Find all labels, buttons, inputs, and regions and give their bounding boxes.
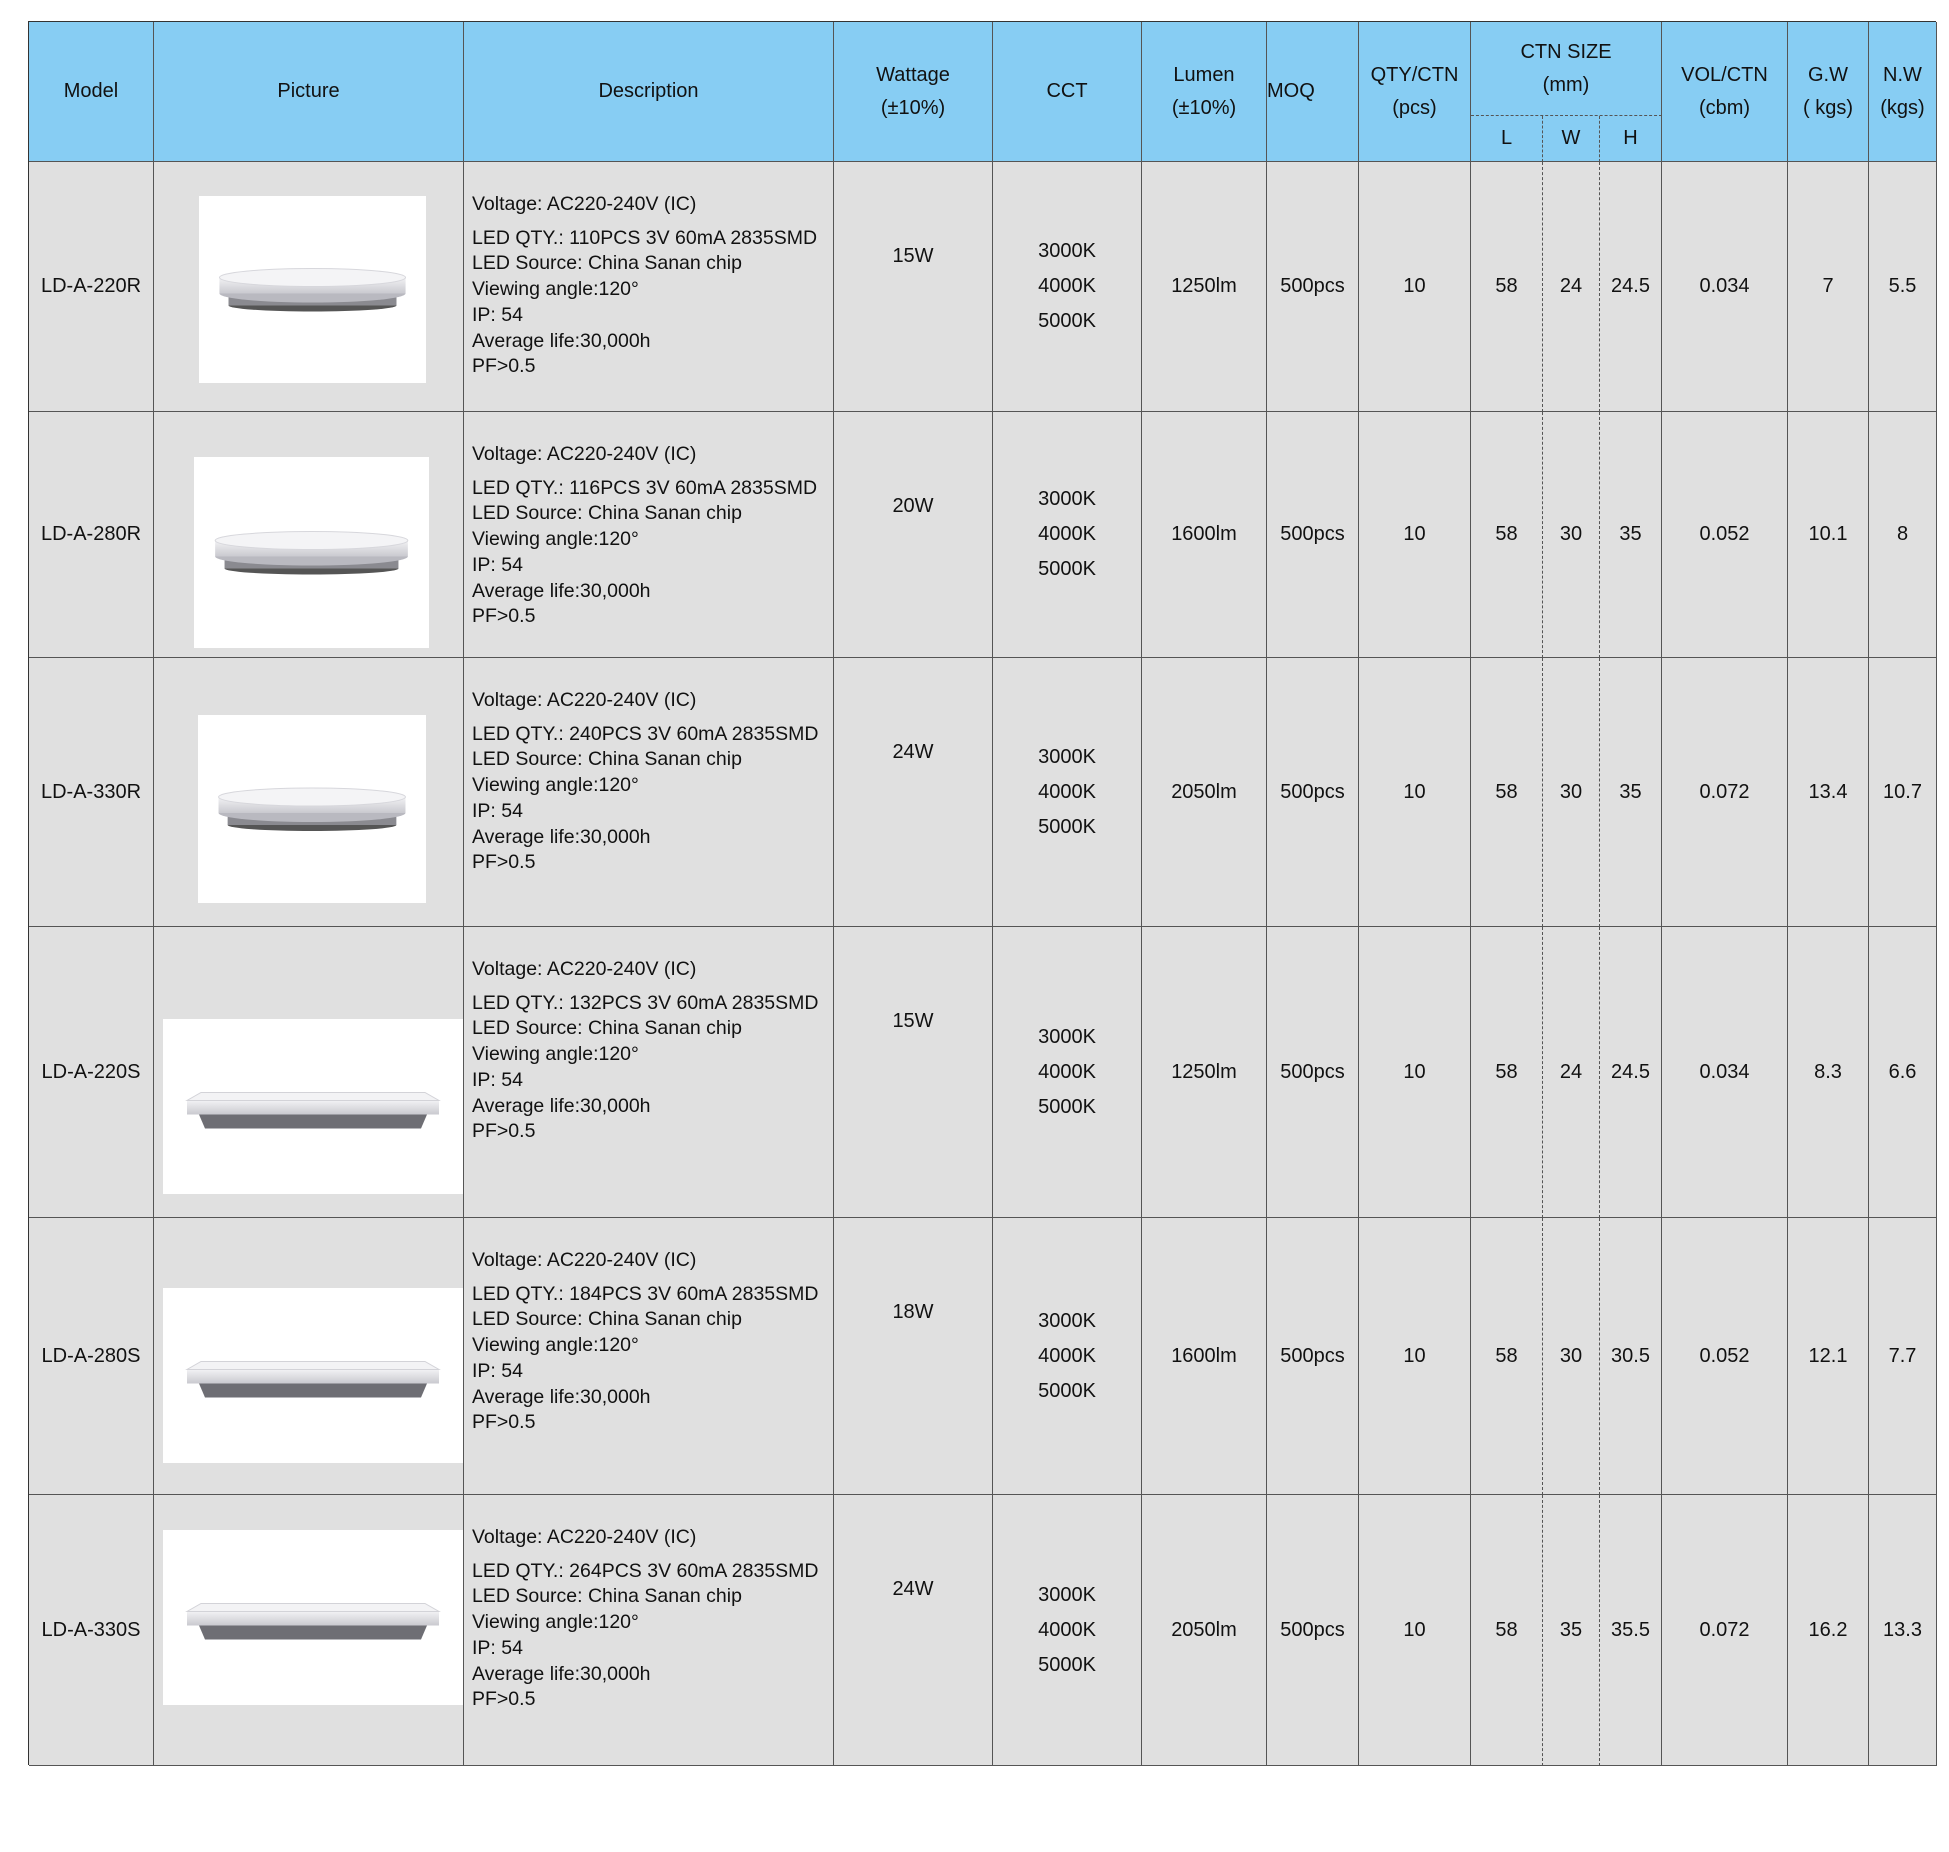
header-vol-ctn-unit: (cbm) xyxy=(1698,96,1751,119)
header-picture-text xyxy=(277,79,339,104)
round-ceiling-lamp-icon xyxy=(198,715,426,903)
square-ceiling-lamp-icon xyxy=(163,1019,463,1194)
description-line: LED Source: China Sanan chip xyxy=(472,1585,742,1608)
row-5-description xyxy=(464,1218,834,1495)
description-line: Viewing angle:120° xyxy=(472,774,639,797)
carton-length: 58 xyxy=(1495,275,1518,297)
carton-length: 58 xyxy=(1495,1060,1518,1083)
row-6-model xyxy=(29,1495,154,1766)
description-line: Average life:30,000h xyxy=(472,825,651,848)
description-line: LED Source: China Sanan chip xyxy=(472,1308,742,1331)
description-list xyxy=(472,957,819,1145)
row-5-carton-height xyxy=(1600,1218,1662,1495)
row-1-carton-height xyxy=(1600,162,1662,412)
row-1-cct xyxy=(993,162,1142,412)
header-ctn-size-unit: (mm) xyxy=(1542,73,1590,96)
row-1-model xyxy=(29,162,154,412)
row-2-qty-per-carton xyxy=(1359,412,1471,658)
description-line: LED QTY.: 132PCS 3V 60mA 2835SMD xyxy=(472,991,819,1014)
row-4-description xyxy=(464,927,834,1218)
description-line: Voltage: AC220-240V (IC) xyxy=(472,193,697,215)
row-6-lumen-value xyxy=(1142,1495,1267,1766)
header-ctn-size xyxy=(1471,22,1662,116)
carton-height: 35.5 xyxy=(1611,1618,1650,1641)
row-2-carton-width xyxy=(1543,412,1600,658)
description-line: Viewing angle:120° xyxy=(472,1043,639,1066)
row-3-cct xyxy=(993,658,1142,927)
lumen-value: 1250lm xyxy=(1171,275,1237,297)
row-5-lumen-value xyxy=(1142,1218,1267,1495)
row-6-cct xyxy=(993,1495,1142,1766)
header-description-text xyxy=(598,79,698,104)
description-line: Viewing angle:120° xyxy=(472,1611,639,1634)
qty-per-carton: 10 xyxy=(1403,275,1426,297)
header-description-label: Description xyxy=(598,80,699,102)
header-qty-ctn xyxy=(1359,22,1471,162)
header-net-weight-label: N.W xyxy=(1883,63,1922,86)
row-6-moq-value xyxy=(1267,1495,1359,1766)
header-wattage-label: Wattage xyxy=(876,63,950,86)
header-model-text xyxy=(64,79,118,104)
cct-value: 3000K xyxy=(1038,1309,1096,1332)
carton-volume: 0.072 xyxy=(1699,1618,1750,1641)
row-6-carton-width xyxy=(1543,1495,1600,1766)
row-6-carton-length xyxy=(1471,1495,1543,1766)
product-photo xyxy=(163,1019,463,1194)
product-photo xyxy=(198,715,426,903)
header-gross-weight-unit: ( kgs) xyxy=(1803,96,1853,119)
header-model-label: Model xyxy=(63,80,119,102)
lumen-value: 2050lm xyxy=(1171,780,1237,803)
wattage-value: 15W xyxy=(892,245,934,267)
row-5-cct xyxy=(993,1218,1142,1495)
row-2-cct xyxy=(993,412,1142,658)
lumen-value: 1600lm xyxy=(1171,1344,1237,1367)
row-5-model xyxy=(29,1218,154,1495)
gross-weight: 12.1 xyxy=(1808,1344,1848,1367)
row-4-net-weight xyxy=(1869,927,1937,1218)
header-lumen-text xyxy=(1172,63,1236,121)
cct-list xyxy=(1038,487,1096,582)
cct-value: 5000K xyxy=(1038,815,1096,838)
moq-value: 500pcs xyxy=(1280,275,1345,297)
model-code: LD-A-220S xyxy=(41,1060,141,1083)
cct-value: 4000K xyxy=(1038,1344,1096,1367)
description-line: LED QTY.: 184PCS 3V 60mA 2835SMD xyxy=(472,1282,819,1305)
row-3-model xyxy=(29,658,154,927)
description-line: PF>0.5 xyxy=(472,605,536,628)
qty-per-carton: 10 xyxy=(1403,1344,1426,1367)
header-qty-ctn-text xyxy=(1371,63,1459,121)
row-1-carton-width xyxy=(1543,162,1600,412)
row-4-wattage xyxy=(834,927,993,1218)
description-line: LED QTY.: 110PCS 3V 60mA 2835SMD xyxy=(472,226,818,249)
wattage-value: 24W xyxy=(892,741,934,763)
product-photo xyxy=(194,457,429,648)
row-6-qty-per-carton xyxy=(1359,1495,1471,1766)
cct-list xyxy=(1038,1309,1096,1404)
carton-volume: 0.072 xyxy=(1699,780,1750,803)
carton-width: 30 xyxy=(1559,780,1583,803)
row-2-net-weight xyxy=(1869,412,1937,658)
header-ctn-h xyxy=(1600,116,1662,162)
cct-value: 5000K xyxy=(1038,1095,1096,1118)
row-4-picture xyxy=(154,927,464,1218)
qty-per-carton: 10 xyxy=(1403,1618,1426,1641)
gross-weight: 13.4 xyxy=(1808,780,1848,803)
header-picture-label: Picture xyxy=(277,80,340,102)
row-6-carton-volume xyxy=(1662,1495,1788,1766)
description-list xyxy=(472,1525,819,1713)
header-net-weight-text xyxy=(1880,63,1924,121)
description-line: LED QTY.: 116PCS 3V 60mA 2835SMD xyxy=(472,476,818,499)
carton-length: 58 xyxy=(1495,1618,1518,1641)
description-line: Voltage: AC220-240V (IC) xyxy=(472,1249,697,1271)
row-1-net-weight xyxy=(1869,162,1937,412)
carton-width: 24 xyxy=(1559,1060,1583,1083)
header-wattage-unit: (±10%) xyxy=(880,96,946,119)
header-ctn-size-text xyxy=(1520,40,1611,98)
carton-length: 58 xyxy=(1495,780,1518,803)
net-weight: 5.5 xyxy=(1888,275,1917,297)
description-line: IP: 54 xyxy=(472,553,523,576)
header-lumen-label: Lumen xyxy=(1173,63,1235,86)
row-5-wattage xyxy=(834,1218,993,1495)
gross-weight: 16.2 xyxy=(1808,1618,1848,1641)
description-list xyxy=(472,1248,819,1436)
description-line: Average life:30,000h xyxy=(472,1094,651,1117)
spec-table xyxy=(28,21,1936,1765)
header-ctn-w xyxy=(1543,116,1600,162)
header-wattage xyxy=(834,22,993,162)
row-2-wattage xyxy=(834,412,993,658)
description-line: IP: 54 xyxy=(472,799,523,822)
row-4-carton-volume xyxy=(1662,927,1788,1218)
cct-value: 4000K xyxy=(1038,523,1096,545)
row-3-lumen-value xyxy=(1142,658,1267,927)
cct-value: 5000K xyxy=(1038,1379,1096,1402)
round-ceiling-lamp-icon xyxy=(194,457,429,648)
cct-value: 4000K xyxy=(1038,1618,1096,1641)
carton-height: 35 xyxy=(1619,780,1642,803)
description-line: PF>0.5 xyxy=(472,355,536,378)
carton-height: 24.5 xyxy=(1611,1060,1650,1083)
net-weight: 13.3 xyxy=(1883,1618,1922,1641)
description-line: PF>0.5 xyxy=(472,1120,536,1143)
cct-value: 5000K xyxy=(1038,558,1096,580)
description-line: LED QTY.: 264PCS 3V 60mA 2835SMD xyxy=(472,1559,819,1582)
product-photo xyxy=(199,196,426,383)
wattage-value: 15W xyxy=(892,1010,934,1032)
description-line: PF>0.5 xyxy=(472,851,536,874)
cct-value: 3000K xyxy=(1038,1583,1096,1606)
carton-volume: 0.052 xyxy=(1699,1344,1750,1367)
header-wattage-text xyxy=(876,63,950,121)
square-ceiling-lamp-icon xyxy=(163,1288,463,1463)
header-cct xyxy=(993,22,1142,162)
row-3-picture xyxy=(154,658,464,927)
qty-per-carton: 10 xyxy=(1403,1060,1426,1083)
row-3-moq-value xyxy=(1267,658,1359,927)
cct-value: 3000K xyxy=(1038,240,1096,262)
row-1-description xyxy=(464,162,834,412)
moq-value: 500pcs xyxy=(1280,780,1345,803)
description-line: Voltage: AC220-240V (IC) xyxy=(472,443,697,465)
moq-value: 500pcs xyxy=(1280,523,1345,545)
description-line: Average life:30,000h xyxy=(472,579,651,602)
cct-value: 3000K xyxy=(1038,745,1096,768)
row-3-carton-volume xyxy=(1662,658,1788,927)
row-1-lumen-value xyxy=(1142,162,1267,412)
description-line: Viewing angle:120° xyxy=(472,1334,639,1357)
description-line: Viewing angle:120° xyxy=(472,278,639,301)
header-moq-text xyxy=(1267,79,1315,104)
row-4-qty-per-carton xyxy=(1359,927,1471,1218)
description-line: Viewing angle:120° xyxy=(472,528,639,551)
round-ceiling-lamp-icon xyxy=(199,196,426,383)
description-line: LED Source: China Sanan chip xyxy=(472,252,742,275)
description-line: IP: 54 xyxy=(472,1359,523,1382)
moq-value: 500pcs xyxy=(1280,1344,1345,1367)
row-1-carton-volume xyxy=(1662,162,1788,412)
row-5-carton-volume xyxy=(1662,1218,1788,1495)
row-1-picture xyxy=(154,162,464,412)
cct-value: 5000K xyxy=(1038,310,1096,332)
row-2-carton-length xyxy=(1471,412,1543,658)
description-list xyxy=(472,688,819,876)
lumen-value: 2050lm xyxy=(1171,1618,1237,1641)
carton-height: 24.5 xyxy=(1611,275,1650,297)
cct-list xyxy=(1038,1025,1096,1120)
gross-weight: 8.3 xyxy=(1814,1060,1842,1083)
row-3-carton-length xyxy=(1471,658,1543,927)
row-4-moq-value xyxy=(1267,927,1359,1218)
row-3-carton-height xyxy=(1600,658,1662,927)
row-3-qty-per-carton xyxy=(1359,658,1471,927)
wattage-value: 24W xyxy=(892,1578,934,1600)
row-2-lumen-value xyxy=(1142,412,1267,658)
row-4-carton-length xyxy=(1471,927,1543,1218)
header-gross-weight-text xyxy=(1803,63,1853,121)
description-line: Average life:30,000h xyxy=(472,1662,651,1685)
header-qty-ctn-label: QTY/CTN xyxy=(1370,63,1459,86)
row-4-carton-width xyxy=(1543,927,1600,1218)
cct-value: 5000K xyxy=(1038,1653,1096,1676)
header-model xyxy=(29,22,154,162)
row-5-picture xyxy=(154,1218,464,1495)
product-photo xyxy=(163,1288,463,1463)
header-gross-weight-label: G.W xyxy=(1808,63,1848,86)
row-6-description xyxy=(464,1495,834,1766)
row-1-carton-length xyxy=(1471,162,1543,412)
header-cct-label: CCT xyxy=(1046,80,1088,102)
description-list xyxy=(472,192,817,380)
row-5-carton-length xyxy=(1471,1218,1543,1495)
square-ceiling-lamp-icon xyxy=(163,1530,463,1705)
row-6-wattage xyxy=(834,1495,993,1766)
row-5-gross-weight xyxy=(1788,1218,1869,1495)
moq-value: 500pcs xyxy=(1280,1618,1345,1641)
header-ctn-h-label: H xyxy=(1623,127,1638,149)
row-2-carton-height xyxy=(1600,412,1662,658)
row-5-moq-value xyxy=(1267,1218,1359,1495)
row-4-carton-height xyxy=(1600,927,1662,1218)
description-line: PF>0.5 xyxy=(472,1411,536,1434)
header-moq-label: MOQ xyxy=(1267,80,1315,102)
wattage-value: 18W xyxy=(892,1301,934,1323)
model-code: LD-A-280S xyxy=(41,1344,141,1367)
qty-per-carton: 10 xyxy=(1403,780,1426,803)
row-2-moq-value xyxy=(1267,412,1359,658)
row-1-wattage xyxy=(834,162,993,412)
row-4-gross-weight xyxy=(1788,927,1869,1218)
row-6-carton-height xyxy=(1600,1495,1662,1766)
row-3-gross-weight xyxy=(1788,658,1869,927)
row-4-cct xyxy=(993,927,1142,1218)
row-2-carton-volume xyxy=(1662,412,1788,658)
row-3-wattage xyxy=(834,658,993,927)
row-3-net-weight xyxy=(1869,658,1937,927)
model-code: LD-A-330R xyxy=(40,780,142,803)
carton-width: 30 xyxy=(1559,523,1583,545)
cct-value: 4000K xyxy=(1038,1060,1096,1083)
row-5-qty-per-carton xyxy=(1359,1218,1471,1495)
cct-list xyxy=(1038,1583,1096,1678)
header-gross-weight xyxy=(1788,22,1869,162)
description-line: Voltage: AC220-240V (IC) xyxy=(472,689,697,711)
model-code: LD-A-220R xyxy=(40,275,142,297)
description-line: LED Source: China Sanan chip xyxy=(472,748,742,771)
carton-volume: 0.034 xyxy=(1699,1060,1750,1083)
header-moq xyxy=(1267,22,1359,162)
row-1-moq-value xyxy=(1267,162,1359,412)
description-line: Average life:30,000h xyxy=(472,329,651,352)
header-ctn-size-label: CTN SIZE xyxy=(1520,40,1612,63)
header-description xyxy=(464,22,834,162)
carton-height: 35 xyxy=(1619,523,1642,545)
model-code: LD-A-280R xyxy=(40,523,142,545)
carton-width: 35 xyxy=(1559,1618,1583,1641)
carton-length: 58 xyxy=(1495,1344,1518,1367)
header-picture xyxy=(154,22,464,162)
description-line: LED Source: China Sanan chip xyxy=(472,502,742,525)
qty-per-carton: 10 xyxy=(1403,523,1426,545)
row-6-picture xyxy=(154,1495,464,1766)
gross-weight: 7 xyxy=(1822,275,1834,297)
row-1-gross-weight xyxy=(1788,162,1869,412)
header-ctn-l-label: L xyxy=(1500,127,1513,149)
header-cct-text xyxy=(1046,79,1087,104)
carton-width: 30 xyxy=(1559,1344,1583,1367)
cct-value: 3000K xyxy=(1038,1025,1096,1048)
row-4-lumen-value xyxy=(1142,927,1267,1218)
row-2-gross-weight xyxy=(1788,412,1869,658)
carton-height: 30.5 xyxy=(1611,1344,1650,1367)
row-3-description xyxy=(464,658,834,927)
row-5-carton-width xyxy=(1543,1218,1600,1495)
cct-value: 4000K xyxy=(1038,275,1096,297)
wattage-value: 20W xyxy=(892,495,934,517)
row-3-carton-width xyxy=(1543,658,1600,927)
moq-value: 500pcs xyxy=(1280,1060,1345,1083)
row-2-model xyxy=(29,412,154,658)
gross-weight: 10.1 xyxy=(1808,523,1848,545)
carton-length: 58 xyxy=(1495,523,1518,545)
net-weight: 6.6 xyxy=(1888,1060,1917,1083)
row-5-net-weight xyxy=(1869,1218,1937,1495)
net-weight: 10.7 xyxy=(1883,780,1922,803)
cct-list xyxy=(1038,239,1096,334)
header-vol-ctn-label: VOL/CTN xyxy=(1681,63,1768,86)
description-line: IP: 54 xyxy=(472,1636,523,1659)
row-1-qty-per-carton xyxy=(1359,162,1471,412)
cct-list xyxy=(1038,745,1096,840)
net-weight: 8 xyxy=(1896,523,1909,545)
description-line: Voltage: AC220-240V (IC) xyxy=(472,958,697,980)
carton-volume: 0.034 xyxy=(1699,275,1750,297)
row-6-gross-weight xyxy=(1788,1495,1869,1766)
description-line: PF>0.5 xyxy=(472,1688,536,1711)
header-vol-ctn-text xyxy=(1681,63,1768,121)
description-line: LED QTY.: 240PCS 3V 60mA 2835SMD xyxy=(472,722,819,745)
lumen-value: 1250lm xyxy=(1171,1060,1237,1083)
header-qty-ctn-unit: (pcs) xyxy=(1392,96,1437,119)
header-lumen-unit: (±10%) xyxy=(1171,96,1237,119)
cct-value: 3000K xyxy=(1038,488,1096,510)
description-line: IP: 54 xyxy=(472,1068,523,1091)
header-ctn-l xyxy=(1471,116,1543,162)
header-vol-ctn xyxy=(1662,22,1788,162)
header-lumen xyxy=(1142,22,1267,162)
description-line: Average life:30,000h xyxy=(472,1385,651,1408)
row-6-net-weight xyxy=(1869,1495,1937,1766)
net-weight: 7.7 xyxy=(1888,1344,1917,1367)
description-line: Voltage: AC220-240V (IC) xyxy=(472,1526,697,1548)
row-2-description xyxy=(464,412,834,658)
model-code: LD-A-330S xyxy=(41,1618,141,1641)
description-line: IP: 54 xyxy=(472,303,523,326)
row-4-model xyxy=(29,927,154,1218)
carton-width: 24 xyxy=(1559,275,1583,297)
header-net-weight xyxy=(1869,22,1937,162)
description-line: LED Source: China Sanan chip xyxy=(472,1017,742,1040)
product-photo xyxy=(163,1530,463,1705)
cct-value: 4000K xyxy=(1038,780,1096,803)
lumen-value: 1600lm xyxy=(1171,523,1237,545)
header-ctn-w-label: W xyxy=(1561,127,1581,149)
description-list xyxy=(472,442,817,630)
row-2-picture xyxy=(154,412,464,658)
header-net-weight-unit: (kgs) xyxy=(1880,96,1925,119)
carton-volume: 0.052 xyxy=(1699,523,1750,545)
